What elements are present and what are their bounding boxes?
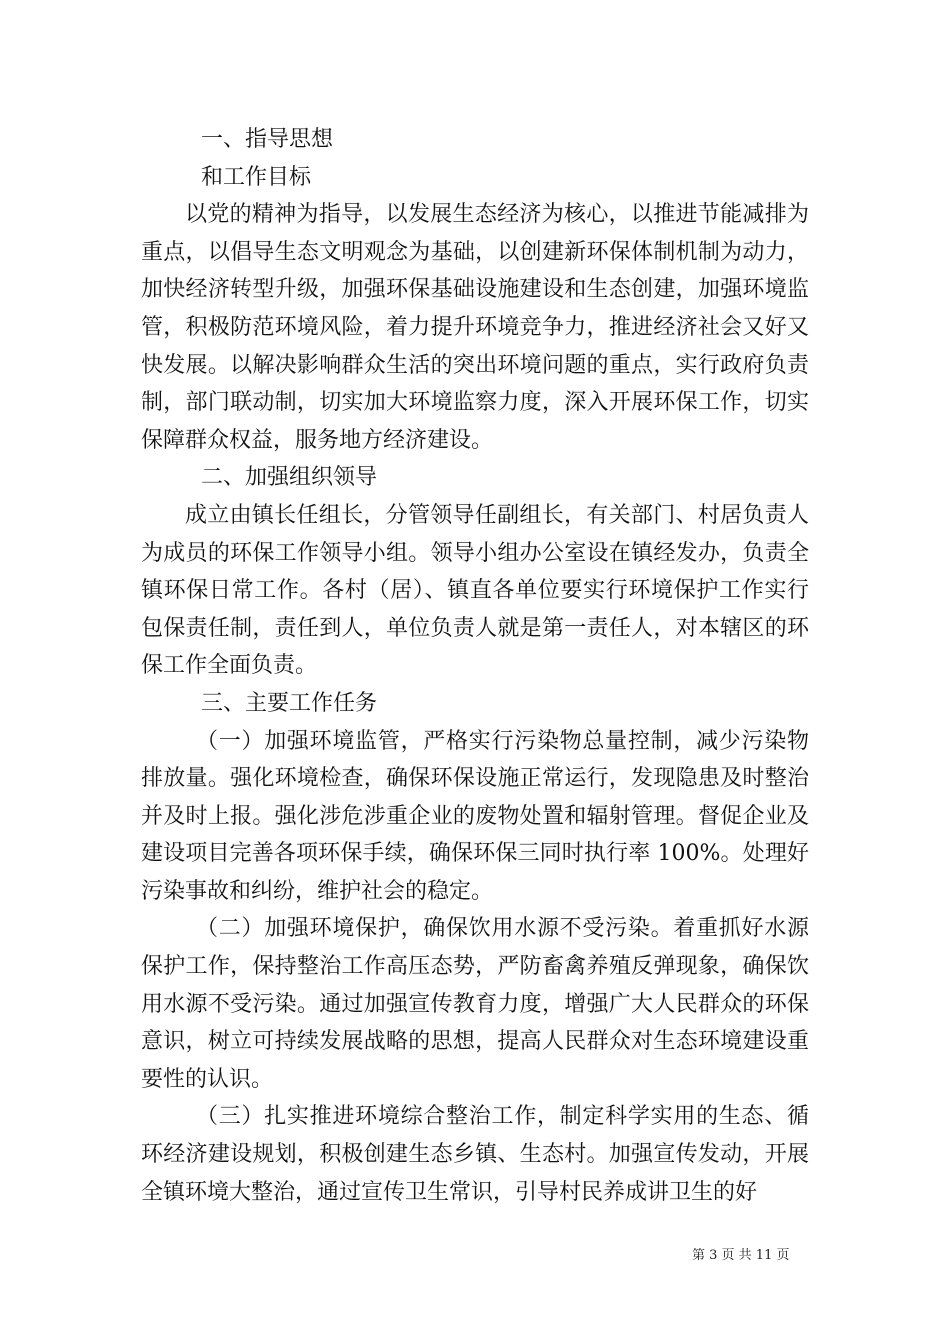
task-item: （一）加强环境监管，严格实行污染物总量控制，减少污染物排放量。强化环境检查，确保环保设施正常运行，发现隐患及时整治并及时上报。强化涉危涉重企业的废物处置和辐射管理。督促企业及建设项目完善各项环保手续，确保环保三同时执行率 100%。处理好污染事故和纠纷，维护社会的稳定。: [141, 728, 809, 904]
task-item: （三）扎实推进环境综合整治工作，制定科学实用的生态、循环经济建设规划，积极创建生态乡镇、生态村。加强宣传发动，开展全镇环境大整治，通过宣传卫生常识，引导村民养成讲卫生的好: [141, 1104, 809, 1205]
section-heading: 二、加强组织领导: [201, 465, 378, 491]
section-heading: 一、指导思想: [201, 127, 334, 152]
task-item: （二）加强环境保护，确保饮用水源不受污染。着重抓好水源保护工作，保持整治工作高压态势，严防畜禽养殖反弹现象，确保饮用水源不受污染。通过加强宣传教育力度，增强广大人民群众的环保意识，树立可持续发展战略的思想，提高人民群众对生态环境建设重要性的认识。: [141, 916, 809, 1092]
document-body: [141, 121, 809, 1211]
body-paragraph: 以党的精神为指导，以发展生态经济为核心，以推进节能减排为重点，以倡导生态文明观念为基础，以创建新环保体制机制为动力，加快经济转型升级，加强环保基础设施建设和生态创建，加强环境监管，积极防范环境风险，着力提升环境竞争力，推进经济社会又好又快发展。以解决影响群众生活的突出环境问题的重点，实行政府负责制，部门联动制，切实加大环境监察力度，深入开展环保工作，切实保障群众权益，服务地方经济建设。: [141, 202, 809, 453]
page-number: 第 3 页 共 11 页: [692, 1248, 790, 1263]
section-heading: 三、主要工作任务: [201, 690, 378, 716]
body-paragraph: 成立由镇长任组长，分管领导任副组长，有关部门、村居负责人为成员的环保工作领导小组。领导小组办公室设在镇经发办，负责全镇环保日常工作。各村（居）、镇直各单位要实行环境保护工作实行包保责任制，责任到人，单位负责人就是第一责任人，对本辖区的环保工作全面负责。: [141, 502, 809, 679]
section-heading-continuation: 和工作目标: [201, 164, 312, 190]
